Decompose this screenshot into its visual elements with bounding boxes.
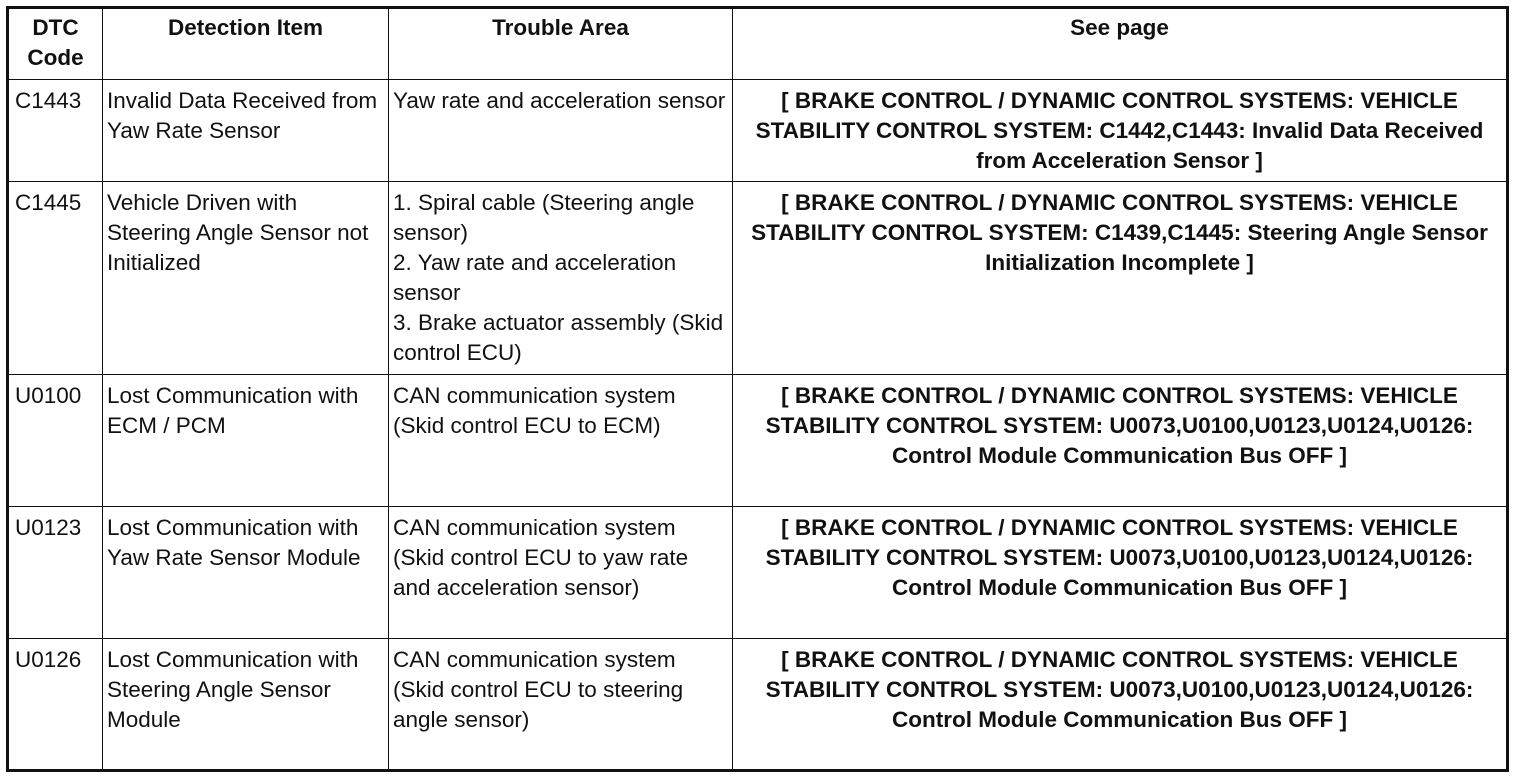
dtc-code-cell: U0100 [8,375,103,507]
dtc-code-cell: U0126 [8,639,103,771]
header-see-page: See page [733,8,1508,80]
header-row [8,8,1508,80]
dtc-table [6,6,1509,772]
see-page-link[interactable]: [ BRAKE CONTROL / DYNAMIC CONTROL SYSTEMS: VEHICLE STABILITY CONTROL SYSTEM: U0073,U0100,U0123,U0124,U0126: Control Module Communication Bus OFF ] [733,375,1508,507]
see-page-link[interactable]: [ BRAKE CONTROL / DYNAMIC CONTROL SYSTEMS: VEHICLE STABILITY CONTROL SYSTEM: C1439,C1445: Steering Angle Sensor Initialization Incomplete ] [733,182,1508,375]
trouble-area-line: CAN communication system (Skid control ECU to ECM) [393,383,676,438]
trouble-area-line: CAN communication system (Skid control ECU to steering angle sensor) [393,647,684,732]
see-page-link[interactable]: [ BRAKE CONTROL / DYNAMIC CONTROL SYSTEMS: VEHICLE STABILITY CONTROL SYSTEM: U0073,U0100,U0123,U0124,U0126: Control Module Communication Bus OFF ] [733,639,1508,771]
table-row [8,182,1508,375]
table-row [8,80,1508,182]
trouble-area-cell [389,182,733,375]
header-detection-item: Detection Item [103,8,389,80]
dtc-code-cell: U0123 [8,507,103,639]
detection-item-cell: Lost Communication with ECM / PCM [103,375,389,507]
trouble-area-line: 2. Yaw rate and acceleration sensor [393,250,677,305]
trouble-area-cell [389,375,733,507]
detection-item-cell: Lost Communication with Steering Angle Sensor Module [103,639,389,771]
trouble-area-line: 1. Spiral cable (Steering angle sensor) [393,190,695,245]
trouble-area-line: Yaw rate and acceleration sensor [393,88,726,113]
dtc-code-cell: C1443 [8,80,103,182]
trouble-area-cell [389,80,733,182]
detection-item-cell: Vehicle Driven with Steering Angle Sensor not Initialized [103,182,389,375]
table-row [8,507,1508,639]
header-trouble-area: Trouble Area [389,8,733,80]
see-page-link[interactable]: [ BRAKE CONTROL / DYNAMIC CONTROL SYSTEMS: VEHICLE STABILITY CONTROL SYSTEM: U0073,U0100,U0123,U0124,U0126: Control Module Communication Bus OFF ] [733,507,1508,639]
detection-item-cell: Invalid Data Received from Yaw Rate Sensor [103,80,389,182]
detection-item-cell: Lost Communication with Yaw Rate Sensor Module [103,507,389,639]
trouble-area-cell [389,507,733,639]
dtc-code-cell: C1445 [8,182,103,375]
table-row [8,375,1508,507]
table-row [8,639,1508,771]
trouble-area-line: CAN communication system (Skid control ECU to yaw rate and acceleration sensor) [393,515,689,600]
see-page-link[interactable]: [ BRAKE CONTROL / DYNAMIC CONTROL SYSTEMS: VEHICLE STABILITY CONTROL SYSTEM: C1442,C1443: Invalid Data Received from Acceleration Sensor ] [733,80,1508,182]
header-dtc-code: DTC Code [8,8,103,80]
trouble-area-line: 3. Brake actuator assembly (Skid control ECU) [393,310,724,365]
trouble-area-cell [389,639,733,771]
